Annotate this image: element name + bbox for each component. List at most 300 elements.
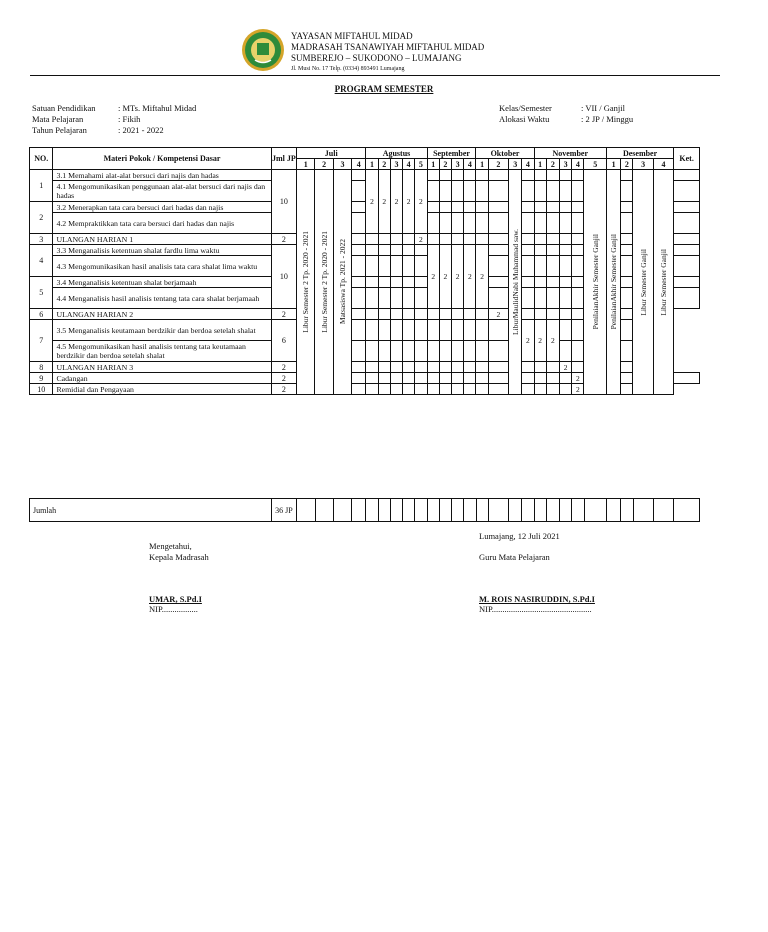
week-label: 3 (390, 159, 402, 170)
table-cell (560, 384, 572, 395)
table-cell (522, 170, 534, 181)
table-cell (476, 362, 488, 373)
table-cell (522, 288, 534, 309)
table-cell (315, 499, 333, 522)
row-materi: ULANGAN HARIAN 3 (53, 362, 271, 373)
info-value-mapel: : Fikih (118, 114, 141, 124)
table-cell (352, 320, 366, 341)
table-cell (452, 234, 464, 245)
table-cell (572, 213, 584, 234)
week-label: 2 (488, 159, 508, 170)
table-cell (439, 181, 451, 202)
month-juli: Juli (297, 148, 366, 159)
table-cell (546, 245, 559, 256)
table-cell (427, 499, 439, 522)
row-no: 10 (30, 384, 53, 395)
table-cell (476, 341, 488, 362)
week-label: 2 (378, 159, 390, 170)
table-cell (378, 288, 390, 309)
table-cell (403, 341, 415, 362)
table-cell (560, 341, 572, 362)
week-label: 1 (606, 159, 620, 170)
table-cell (452, 499, 464, 522)
vlabel-juli-2: Libur Semester 2 Tp. 2020 - 2021 (315, 170, 333, 395)
table-cell (427, 341, 439, 362)
table-cell (464, 170, 476, 181)
table-cell (439, 384, 451, 395)
table-cell (439, 320, 451, 341)
table-cell (534, 202, 546, 213)
row-no: 5 (30, 277, 53, 309)
table-cell (427, 202, 439, 213)
table-cell (352, 384, 366, 395)
table-cell (621, 181, 633, 202)
table-cell (476, 373, 488, 384)
table-cell (522, 181, 534, 202)
row-materi: 4.5 Mengomunikasikan hasil analisis tentang tata keutamaan berdzikir dan berdoa setelah shalat (53, 341, 271, 362)
table-cell (488, 170, 508, 181)
table-cell (403, 499, 415, 522)
table-cell (621, 499, 633, 522)
week-value: 2 (452, 245, 464, 309)
row-no: 6 (30, 309, 53, 320)
table-cell (560, 256, 572, 277)
table-cell (366, 288, 378, 309)
table-cell (546, 256, 559, 277)
table-cell (476, 309, 488, 320)
table-cell (390, 256, 402, 277)
week-label: 2 (546, 159, 559, 170)
table-cell (464, 384, 476, 395)
table-cell (522, 256, 534, 277)
table-cell (522, 277, 534, 288)
col-ket: Ket. (674, 148, 700, 170)
table-cell (439, 341, 451, 362)
table-cell (427, 234, 439, 245)
table-cell (415, 320, 427, 341)
summary-total: 36 JP (271, 499, 296, 522)
table-cell (403, 320, 415, 341)
table-row (30, 148, 700, 159)
table-cell (534, 309, 546, 320)
week-label: 4 (352, 159, 366, 170)
table-cell (572, 234, 584, 245)
table-cell (297, 499, 315, 522)
table-cell (464, 234, 476, 245)
row-jp: 2 (271, 384, 296, 395)
sig-right-name: M. ROIS NASIRUDDIN, S.Pd.I (479, 594, 595, 604)
info-label-kelas: Kelas/Semester (499, 103, 552, 113)
table-cell (452, 341, 464, 362)
table-cell (403, 309, 415, 320)
table-cell (378, 277, 390, 288)
table-cell (572, 499, 584, 522)
table-cell (534, 373, 546, 384)
row-materi: ULANGAN HARIAN 2 (53, 309, 271, 320)
table-cell (352, 202, 366, 213)
table-cell (452, 213, 464, 234)
table-cell (464, 341, 476, 362)
table-cell (403, 245, 415, 256)
table-cell (560, 499, 572, 522)
table-cell (390, 362, 402, 373)
table-cell (476, 384, 488, 395)
table-cell (522, 309, 534, 320)
table-cell (621, 309, 633, 320)
table-cell (352, 245, 366, 256)
table-cell (452, 202, 464, 213)
school-address: Jl. Musi No. 17 Telp. (0334) 893491 Lumajang (291, 66, 405, 72)
table-cell (427, 170, 439, 181)
row-no: 1 (30, 170, 53, 202)
week-label: 2 (439, 159, 451, 170)
table-cell (560, 170, 572, 181)
table-cell (534, 277, 546, 288)
table-cell (352, 499, 366, 522)
table-cell (352, 170, 366, 181)
table-cell (390, 373, 402, 384)
table-cell (488, 202, 508, 213)
table-cell (546, 277, 559, 288)
table-cell (352, 213, 366, 234)
week-label: 2 (315, 159, 333, 170)
table-cell (534, 234, 546, 245)
table-cell (366, 362, 378, 373)
row-no: 2 (30, 202, 53, 234)
row-materi: Cadangan (53, 373, 271, 384)
table-cell (560, 373, 572, 384)
table-cell (488, 288, 508, 309)
table-cell (366, 309, 378, 320)
table-cell (534, 245, 546, 256)
table-cell (378, 341, 390, 362)
table-cell (352, 234, 366, 245)
week-label: 1 (534, 159, 546, 170)
table-cell (476, 234, 488, 245)
row-jp: 2 (271, 309, 296, 320)
table-cell (352, 341, 366, 362)
table-cell (621, 170, 633, 181)
table-cell (674, 234, 700, 245)
sig-place-date: Lumajang, 12 Juli 2021 (479, 531, 560, 541)
table-cell (546, 234, 559, 245)
table-cell (452, 170, 464, 181)
week-label: 3 (509, 159, 522, 170)
row-jp: 6 (271, 320, 296, 362)
table-cell (439, 309, 451, 320)
table-cell (674, 202, 700, 213)
table-cell (476, 499, 488, 522)
table-cell (366, 341, 378, 362)
vlabel-des-1: PenilaianAkhir Semester Ganjil (606, 170, 620, 395)
table-cell (674, 288, 700, 309)
table-cell (366, 234, 378, 245)
row-materi: Remidial dan Pengayaan (53, 384, 271, 395)
vlabel-des-3: Libur Semester Ganjil (633, 170, 653, 395)
table-cell (488, 320, 508, 341)
week-label: 1 (476, 159, 488, 170)
table-cell (522, 234, 534, 245)
table-cell (427, 320, 439, 341)
row-materi: 4.3 Mengomunikasikan hasil analisis tata cara shalat lima waktu (53, 256, 271, 277)
table-cell (366, 245, 378, 256)
table-cell (621, 288, 633, 309)
table-cell (546, 499, 559, 522)
table-cell (488, 256, 508, 277)
table-cell (427, 309, 439, 320)
row-materi: 3.5 Menganalisis keutamaan berdzikir dan berdoa setelah shalat (53, 320, 271, 341)
school-location: SUMBEREJO – SUKODONO – LUMAJANG (291, 53, 462, 63)
table-cell (378, 320, 390, 341)
table-cell (390, 309, 402, 320)
week-value: 2 (572, 384, 584, 395)
table-cell (522, 384, 534, 395)
table-cell (488, 213, 508, 234)
row-jp: 2 (271, 234, 296, 245)
table-cell (415, 499, 427, 522)
table-cell (534, 384, 546, 395)
table-cell (403, 277, 415, 288)
table-cell (439, 362, 451, 373)
week-label: 4 (653, 159, 673, 170)
table-cell (390, 384, 402, 395)
table-cell (488, 245, 508, 256)
week-value: 2 (390, 170, 402, 234)
table-cell (378, 362, 390, 373)
table-cell (621, 202, 633, 213)
table-cell (546, 202, 559, 213)
table-cell (366, 320, 378, 341)
table-cell (452, 362, 464, 373)
table-cell (366, 277, 378, 288)
week-value: 2 (464, 245, 476, 309)
table-cell (534, 213, 546, 234)
table-cell (488, 384, 508, 395)
table-cell (534, 362, 546, 373)
foundation-name: YAYASAN MIFTAHUL MIDAD (291, 31, 413, 41)
row-materi: 3.4 Menganalisis ketentuan shalat berjamaah (53, 277, 271, 288)
table-cell (427, 181, 439, 202)
week-label: 5 (415, 159, 427, 170)
table-cell (476, 170, 488, 181)
table-cell (546, 181, 559, 202)
week-label: 4 (522, 159, 534, 170)
table-cell (403, 362, 415, 373)
row-materi: 3.3 Menganalisis ketentuan shalat fardlu lima waktu (53, 245, 271, 256)
table-cell (653, 499, 673, 522)
table-cell (352, 277, 366, 288)
table-cell (452, 309, 464, 320)
row-materi: 4.2 Mempraktikkan tata cara bersuci dari hadas dan najis (53, 213, 271, 234)
row-materi: ULANGAN HARIAN 1 (53, 234, 271, 245)
table-cell (333, 499, 351, 522)
table-cell (452, 373, 464, 384)
table-cell (534, 288, 546, 309)
table-cell (427, 213, 439, 234)
table-cell (674, 256, 700, 277)
table-cell (488, 234, 508, 245)
week-label: 1 (366, 159, 378, 170)
table-cell (352, 362, 366, 373)
vlabel-nov-5: PenilaianAkhir Semester Ganjil (584, 170, 606, 395)
month-desember: Desember (606, 148, 673, 159)
vlabel-juli-3: Matsasiswa Tp. 2021 - 2022 (333, 170, 351, 395)
table-cell (674, 245, 700, 256)
school-logo (241, 28, 285, 72)
sig-right-line1: Guru Mata Pelajaran (479, 552, 550, 562)
table-cell (390, 288, 402, 309)
table-cell (572, 181, 584, 202)
table-cell (427, 373, 439, 384)
table-cell (390, 277, 402, 288)
table-cell (621, 341, 633, 362)
sig-left-name: UMAR, S.Pd.I (149, 594, 202, 604)
info-label-tahun: Tahun Pelajaran (32, 125, 87, 135)
table-cell (674, 170, 700, 181)
table-cell (488, 277, 508, 288)
info-value-satuan: : MTs. Miftahul Midad (118, 103, 197, 113)
table-cell (403, 234, 415, 245)
table-cell (560, 245, 572, 256)
table-cell (366, 384, 378, 395)
table-cell (560, 288, 572, 309)
table-cell (546, 309, 559, 320)
month-november: November (534, 148, 606, 159)
info-value-tahun: : 2021 - 2022 (118, 125, 164, 135)
info-value-kelas: : VII / Ganjil (581, 103, 625, 113)
sig-left-line1: Mengetahui, (149, 541, 192, 551)
table-cell (439, 170, 451, 181)
table-cell (464, 320, 476, 341)
week-value: 2 (488, 309, 508, 320)
table-cell (452, 320, 464, 341)
week-value: 2 (476, 245, 488, 309)
sig-left-nip: NIP................. (149, 604, 198, 614)
table-cell (522, 213, 534, 234)
week-label: 3 (333, 159, 351, 170)
table-cell (390, 320, 402, 341)
table-cell (476, 202, 488, 213)
table-cell (621, 245, 633, 256)
table-cell (488, 499, 508, 522)
table-cell (546, 362, 559, 373)
table-cell (584, 499, 606, 522)
table-cell (572, 202, 584, 213)
table-cell (439, 234, 451, 245)
row-jp: 2 (271, 373, 296, 384)
table-cell (352, 309, 366, 320)
table-cell (378, 373, 390, 384)
table-cell (674, 499, 700, 522)
table-cell (415, 384, 427, 395)
summary-table (29, 498, 700, 522)
table-cell (366, 499, 378, 522)
table-cell (464, 309, 476, 320)
week-label: 4 (572, 159, 584, 170)
table-cell (488, 341, 508, 362)
week-value: 2 (534, 320, 546, 362)
table-cell (415, 341, 427, 362)
table-cell (352, 181, 366, 202)
info-value-alokasi: : 2 JP / Minggu (581, 114, 634, 124)
semester-program-table (29, 147, 700, 395)
table-cell (621, 234, 633, 245)
table-cell (572, 309, 584, 320)
table-cell (522, 362, 534, 373)
table-cell (464, 373, 476, 384)
week-value: 2 (572, 373, 584, 384)
table-cell (403, 256, 415, 277)
table-cell (534, 170, 546, 181)
table-cell (366, 256, 378, 277)
vlabel-juli-1: Libur Semester 2 Tp. 2020 - 2021 (297, 170, 315, 395)
week-label: 2 (621, 159, 633, 170)
table-cell (546, 213, 559, 234)
vlabel-okt-3: LiburMaulidNabi Muhammad saw. (509, 170, 522, 395)
table-cell (560, 202, 572, 213)
table-cell (352, 288, 366, 309)
vlabel-des-4: Libur Semester Ganjil (653, 170, 673, 395)
row-jp: 10 (271, 245, 296, 309)
table-cell (560, 213, 572, 234)
table-cell (546, 384, 559, 395)
table-cell (464, 202, 476, 213)
week-label: 3 (452, 159, 464, 170)
table-cell (621, 277, 633, 288)
table-cell (522, 202, 534, 213)
sig-left-line2: Kepala Madrasah (149, 552, 209, 562)
table-cell (522, 499, 534, 522)
table-cell (452, 384, 464, 395)
table-cell (464, 181, 476, 202)
table-cell (464, 213, 476, 234)
week-value: 2 (366, 170, 378, 234)
month-september: September (427, 148, 476, 159)
table-cell (534, 499, 546, 522)
week-value: 2 (403, 170, 415, 234)
row-no: 4 (30, 245, 53, 277)
table-cell (560, 234, 572, 245)
sig-right-nip: NIP............................................... (479, 604, 592, 614)
table-row (30, 499, 700, 522)
table-cell (621, 362, 633, 373)
row-no: 8 (30, 362, 53, 373)
table-cell (674, 373, 700, 384)
week-label: 3 (560, 159, 572, 170)
table-cell (390, 341, 402, 362)
week-value: 2 (439, 245, 451, 309)
table-cell (572, 245, 584, 256)
row-no: 3 (30, 234, 53, 245)
table-cell (378, 384, 390, 395)
table-cell (352, 256, 366, 277)
row-materi: 3.1 Memahami alat-alat bersuci dari najis dan hadas (53, 170, 271, 181)
month-agustus: Agustus (366, 148, 427, 159)
table-cell (439, 373, 451, 384)
table-cell (674, 277, 700, 288)
table-cell (560, 277, 572, 288)
table-cell (572, 277, 584, 288)
table-cell (464, 362, 476, 373)
table-cell (572, 256, 584, 277)
week-value: 2 (546, 320, 559, 362)
week-label: 3 (633, 159, 653, 170)
school-name: MADRASAH TSANAWIYAH MIFTAHUL MIDAD (291, 42, 485, 52)
table-cell (427, 362, 439, 373)
table-cell (534, 256, 546, 277)
week-label: 4 (464, 159, 476, 170)
table-cell (488, 373, 508, 384)
